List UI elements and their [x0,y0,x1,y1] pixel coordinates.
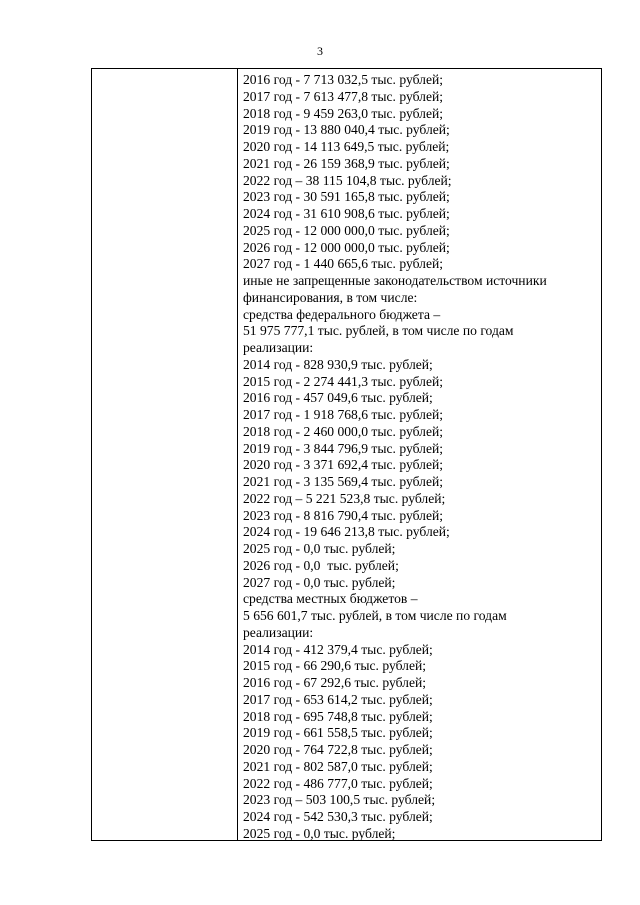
funding-table [91,68,602,841]
funding-line: 2022 год – 5 221 523,8 тыс. рублей; [243,490,446,506]
funding-line: 2018 год - 9 459 263,0 тыс. рублей; [243,105,444,121]
funding-line: реализации: [243,340,314,355]
funding-line: 2025 год - 0,0 тыс. рублей; [243,825,396,841]
funding-line: 2027 год - 1 440 665,6 тыс. рублей; [243,256,444,272]
funding-line: 2025 год - 0,0 тыс. рублей; [243,541,396,556]
funding-line: 2016 год - 7 713 032,5 тыс. рублей; [243,72,444,87]
funding-line: 2024 год - 31 610 908,6 тыс. рублей; [243,206,450,221]
funding-line: 2020 год - 3 371 692,4 тыс. рублей; [243,457,444,473]
funding-line: 2017 год - 653 614,2 тыс. рублей; [243,691,433,707]
funding-line: 2024 год - 542 530,3 тыс. рублей; [243,809,433,824]
page-number: 3 [317,44,323,58]
funding-line: 2019 год - 13 880 040,4 тыс. рублей; [243,122,450,138]
funding-details-cell [243,72,593,843]
funding-line: 5 656 601,7 тыс. рублей, в том числе по годам [243,608,507,623]
funding-line: 2016 год - 457 049,6 тыс. рублей; [243,390,433,406]
funding-line: 2024 год - 19 646 213,8 тыс. рублей; [243,524,450,540]
funding-line: 2015 год - 66 290,6 тыс. рублей; [243,658,427,674]
funding-line: 2018 год - 695 748,8 тыс. рублей; [243,708,433,724]
funding-line: 2017 год - 7 613 477,8 тыс. рублей; [243,88,444,104]
funding-line: 2019 год - 3 844 796,9 тыс. рублей; [243,440,444,456]
funding-line: 2022 год – 38 115 104,8 тыс. рублей; [243,172,452,188]
funding-line: 2025 год - 12 000 000,0 тыс. рублей; [243,222,450,238]
funding-line: 2023 год - 8 816 790,4 тыс. рублей; [243,507,444,523]
funding-line: 2021 год - 3 135 569,4 тыс. рублей; [243,474,444,489]
funding-line: 2016 год - 67 292,6 тыс. рублей; [243,675,427,690]
funding-line: 2020 год - 14 113 649,5 тыс. рублей; [243,139,450,154]
funding-line: средства федерального бюджета – [243,306,441,322]
funding-line: 2021 год - 26 159 368,9 тыс. рублей; [243,155,450,171]
funding-line: 2021 год - 802 587,0 тыс. рублей; [243,758,433,774]
funding-line: 2026 год - 12 000 000,0 тыс. рублей; [243,239,450,255]
funding-line: 2023 год – 503 100,5 тыс. рублей; [243,792,436,808]
funding-line: 2019 год - 661 558,5 тыс. рублей; [243,725,433,741]
column-divider [237,69,238,840]
funding-line: 2014 год - 412 379,4 тыс. рублей; [243,641,433,657]
funding-line: 2015 год - 2 274 441,3 тыс. рублей; [243,373,444,389]
funding-line: 2018 год - 2 460 000,0 тыс. рублей; [243,423,444,439]
funding-line: 2017 год - 1 918 768,6 тыс. рублей; [243,407,444,422]
funding-line: финансирования, в том числе: [243,289,418,305]
funding-line: иные не запрещенные законодательством источники [243,273,547,288]
funding-line: 2022 год - 486 777,0 тыс. рублей; [243,775,433,791]
funding-line: 2020 год - 764 722,8 тыс. рублей; [243,742,433,757]
funding-line: 2014 год - 828 930,9 тыс. рублей; [243,356,433,372]
funding-line: 2023 год - 30 591 165,8 тыс. рублей; [243,189,450,205]
funding-line: 2027 год - 0,0 тыс. рублей; [243,574,396,590]
funding-line: средства местных бюджетов – [243,591,418,607]
funding-line: 51 975 777,1 тыс. рублей, в том числе по годам [243,323,514,339]
funding-line: реализации: [243,624,314,640]
funding-line: 2026 год - 0,0 тыс. рублей; [243,557,399,573]
